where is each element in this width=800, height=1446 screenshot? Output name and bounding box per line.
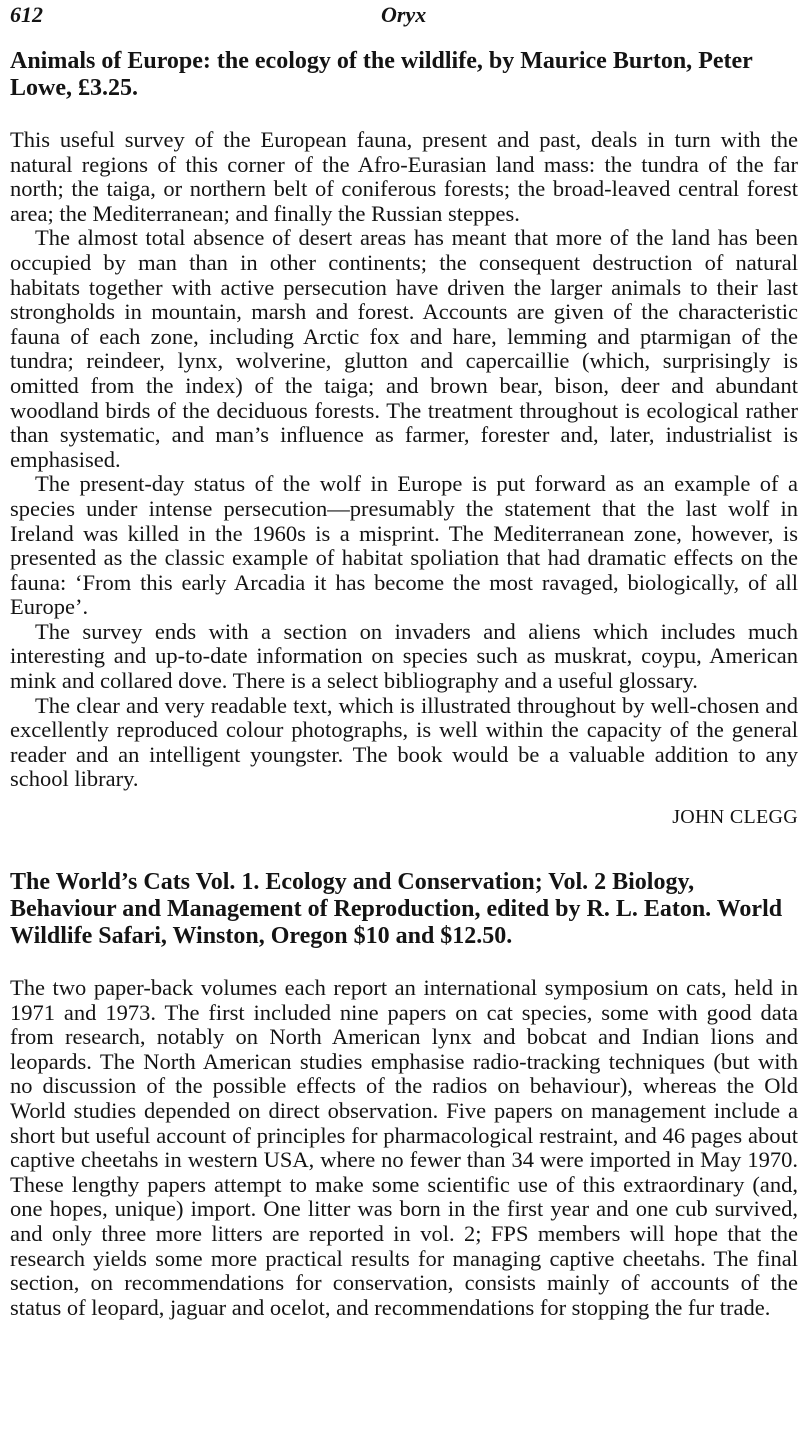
- review-animals-of-europe: [10, 48, 798, 829]
- running-head: [10, 0, 798, 30]
- journal-title: Oryx: [381, 2, 427, 27]
- review-title: [10, 869, 798, 950]
- book-author: Maurice Burton,: [520, 48, 693, 74]
- book-subtitle: Vol. 1. Ecology and Conservation; Vol. 2 Biology, Behaviour and Management of Reproduction, edited by: [10, 869, 695, 923]
- paragraph: The survey ends with a section on invaders and aliens which includes much interesting and up-to-date information on species such as muskrat, coypu, American mink and collared dove. There is a select bibliography and a useful glossary.: [10, 618, 798, 694]
- review-body: [10, 128, 798, 792]
- book-publisher: Peter Lowe, £3.25.: [10, 48, 753, 101]
- paragraph: The two paper-back volumes each report an international symposium on cats, held in 1971 and 1973. The first included nine papers on cat species, some with good data from research, notably on North American lynx and bobcat and Indian lions and leopards. The North American studies emphasise radio-tracking techniques (but with no discussion of the possible effects of the radios on behaviour), whereas the Old World studies depended on direct observation. Five papers on management include a short but useful account of principles for pharmacological restraint, and 46 pages about captive cheetahs in western USA, where no fewer than 34 were imported in May 1970. These lengthy papers attempt to make some scientific use of this extraordinary (and, one hopes, unique) import. One litter was born in the first year and one cub survived, and only three more litters are reported in vol. 2; FPS members will hope that the research yields some more practical results for managing captive cheetahs. The final section, on recommendations for conservation, consists mainly of accounts of the status of leopard, jaguar and ocelot, and recommendations for stopping the fur trade.: [10, 975, 798, 1320]
- review-title: [10, 48, 798, 102]
- book-title: The World’s Cats: [10, 869, 191, 896]
- review-worlds-cats: [10, 869, 798, 1320]
- book-editor: R. L. Eaton.: [586, 896, 712, 923]
- paragraph: The present-day status of the wolf in Europe is put forward as an example of a species under intense persecution—presumably the statement that the last wolf in Ireland was killed in the 1960s is a misprint. The Mediterranean zone, however, is presented as the classic example of habitat spoliation that had dramatic effects on the fauna: ‘From this early Arcadia it has become the most ravaged, biologically, of all Europe’.: [10, 471, 798, 620]
- paragraph: The clear and very readable text, which is illustrated throughout by well-chosen and excellently reproduced colour photographs, is well within the capacity of the general reader and an intelligent youngster. The book would be a valuable addition to any school library.: [10, 692, 798, 792]
- book-subtitle: the ecology of the wildlife, by: [210, 48, 521, 74]
- book-title: Animals of Europe:: [10, 48, 211, 74]
- book-publisher: World Wildlife Safari, Winston, Oregon $10 and $12.50.: [10, 896, 783, 950]
- paragraph: This useful survey of the European fauna, present and past, deals in turn with the natural regions of this corner of the Afro-Eurasian land mass: the tundra of the far north; the taiga, or northern belt of coniferous forests; the broad-leaved central forest area; the Mediterranean; and finally the Russian steppes.: [10, 127, 798, 226]
- review-body: [10, 976, 798, 1320]
- paragraph: The almost total absence of desert areas has meant that more of the land has been occupied by man than in other continents; the consequent destruction of natural habitats together with active persecution have driven the larger animals to their last strongholds in mountain, marsh and forest. Accounts are given of the characteristic fauna of each zone, including Arctic fox and hare, lemming and ptarmigan of the tundra; reindeer, lynx, wolverine, glutton and capercaillie (which, surprisingly is omitted from the index) of the taiga; and brown bear, bison, deer and abundant woodland birds of the deciduous forests. The treatment throughout is ecological rather than systematic, and man’s influence as farmer, forester and, later, industrialist is emphasised.: [10, 225, 798, 472]
- page-number: 612: [10, 2, 43, 27]
- reviewer-name: JOHN CLEGG: [672, 806, 798, 829]
- journal-page: [10, 0, 798, 1320]
